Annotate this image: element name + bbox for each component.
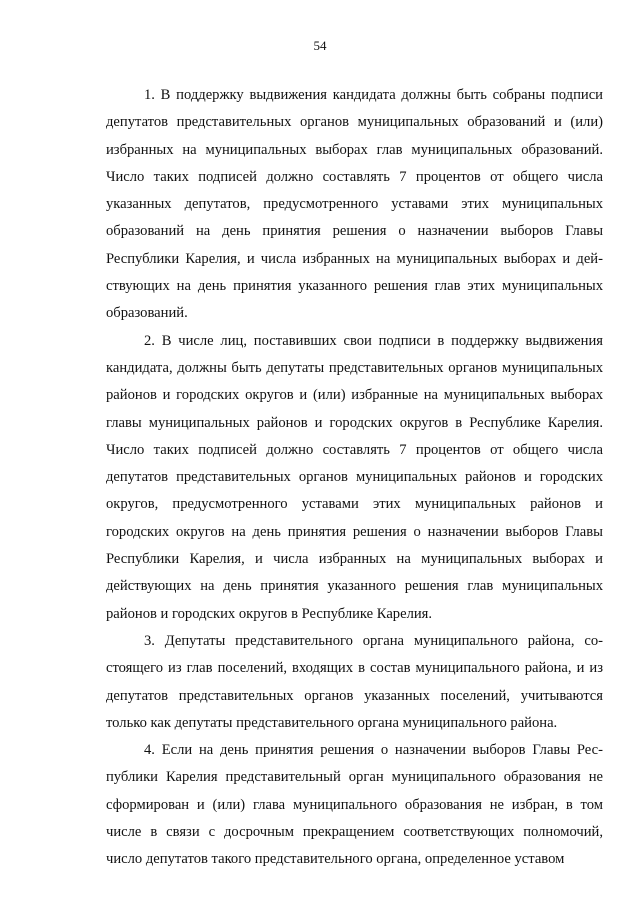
- document-body: [106, 82, 603, 874]
- paragraph-2: 2. В числе лиц, поставивших свои подписи в поддержку выдвижения кандидата, должны быть депутаты представительных органов муниципальных районов и городских округов и (или) избранные на муниципальных выборах главы муниципальных районов и городских округов в Республике Карелия. Число таких подписей должно составлять 7 процентов от общего числа депутатов представительных органов муниципальных районов и городских округов, предусмотренного уставами этих муниципальных районов и городских округов на день принятия решения о назначении выборов Главы Республики Карелия, и числа избранных на муниципальных выборах и действующих на день принятия указанного решения глав муниципальных районов и городских округов в Республике Карелия.: [106, 332, 603, 622]
- page-number: 54: [313, 38, 327, 53]
- paragraph-1: 1. В поддержку выдвижения кандидата должны быть собраны подписи депутатов представительных органов муниципальных образований и (или) избранных на муниципальных выборах глав муниципальных образований. Число таких подписей должно составлять 7 процентов от общего числа указанных депутатов, предусмотренного уставами этих муниципальных образований на день принятия решения о назначении выборов Главы Республики Карелия, и числа избранных на муниципальных выборах и действующих на день принятия указанного решения глав этих муниципальных образований.: [106, 87, 603, 322]
- paragraph-3: 3. Депутаты представительного органа муниципального района, состоящего из глав поселений, входящих в состав муниципального района, и из депутатов представительных органов указанных поселений, учитываются только как депутаты представительного органа муниципального района.: [106, 632, 603, 731]
- paragraph-4: 4. Если на день принятия решения о назначении выборов Главы Республики Карелия представительный орган муниципального образования не сформирован и (или) глава муниципального образования не избран, в том числе в связи с досрочным прекращением соответствующих полномочий, число депутатов такого представительного органа, определенное уставом: [106, 742, 603, 868]
